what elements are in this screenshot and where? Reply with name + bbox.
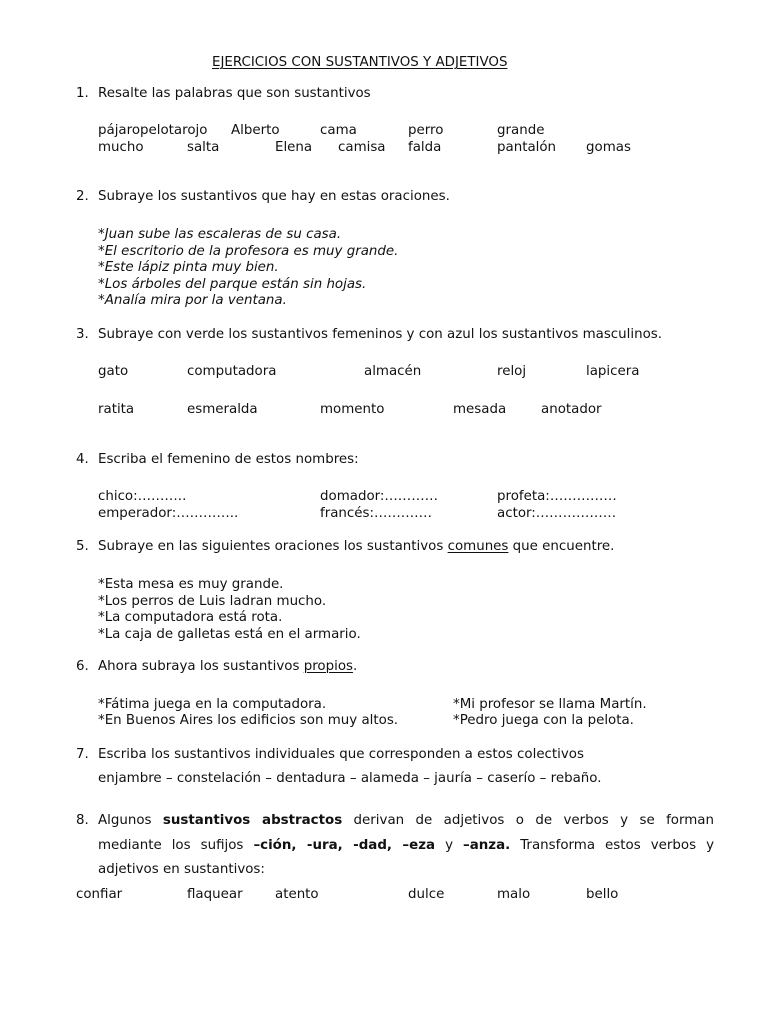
exercise-1-instruction: Resalte las palabras que son sustantivos (98, 86, 371, 101)
exercise-7-number: 7. (76, 747, 89, 762)
underlined-keyword: propios (303, 659, 354, 674)
ex4-item: domador:………… (320, 489, 438, 504)
underlined-keyword: comunes (447, 539, 509, 554)
ex3-word: reloj (497, 364, 527, 379)
exercise-8-number: 8. (76, 813, 89, 828)
ex6-sentence: *Pedro juega con la pelota. (453, 713, 634, 728)
ex2-sentence: *Analía mira por la ventana. (98, 293, 287, 308)
ex4-item: emperador:………….. (98, 506, 239, 521)
ex4-item: francés:…………. (320, 506, 432, 521)
ex3-word: mesada (453, 402, 507, 417)
text-run: y (435, 837, 464, 853)
exercise-6-instruction (98, 659, 357, 675)
ex5-sentence: *La caja de galletas está en el armario. (98, 627, 361, 642)
ex5-sentence: *Los perros de Luis ladran mucho. (98, 594, 327, 609)
ex1-word: cama (320, 123, 357, 138)
ex3-word: esmeralda (187, 402, 258, 417)
ex8-word: atento (275, 887, 319, 902)
instruction-text: Ahora subraya los sustantivos (98, 659, 304, 674)
exercise-4-instruction: Escriba el femenino de estos nombres: (98, 452, 359, 467)
ex1-word: camisa (338, 140, 386, 155)
ex3-word: almacén (364, 364, 422, 379)
instruction-text: . (353, 659, 358, 674)
ex1-word: Elena (275, 140, 313, 155)
ex8-word: confiar (76, 887, 123, 902)
text-run: Transforma estos verbos y (510, 837, 714, 853)
ex3-word: computadora (187, 364, 277, 379)
ex4-item: profeta:…………… (497, 489, 617, 504)
ex1-word: falda (408, 140, 442, 155)
ex3-word: ratita (98, 402, 135, 417)
paragraph-line: adjetivos en sustantivos: (98, 862, 265, 877)
ex2-sentence: *El escritorio de la profesora es muy grande. (98, 244, 399, 259)
exercise-5-instruction (98, 539, 614, 555)
ex3-word: gato (98, 364, 129, 379)
text-run: mediante los sufijos (98, 837, 254, 853)
ex2-sentence: *Juan sube las escaleras de su casa. (98, 227, 342, 242)
ex3-word: lapicera (586, 364, 640, 379)
ex1-word: grande (497, 123, 545, 138)
exercise-8-paragraph (98, 809, 714, 883)
exercise-2-number: 2. (76, 189, 89, 204)
ex4-item: actor:……………… (497, 506, 617, 521)
ex5-sentence: *Esta mesa es muy grande. (98, 577, 284, 592)
ex8-word: malo (497, 887, 531, 902)
text-run: Algunos (98, 813, 163, 828)
ex6-sentence: *Fátima juega en la computadora. (98, 697, 327, 712)
ex4-item: chico:……….. (98, 489, 187, 504)
exercise-3-instruction: Subraye con verde los sustantivos femeninos y con azul los sustantivos masculinos. (98, 327, 663, 342)
text-run: derivan de adjetivos o de verbos y se forman (342, 813, 714, 828)
ex2-sentence: *Este lápiz pinta muy bien. (98, 260, 279, 275)
paragraph-line (98, 809, 714, 834)
instruction-text: Subraye en las siguientes oraciones los sustantivos (98, 539, 448, 554)
exercise-3-number: 3. (76, 327, 89, 342)
ex1-word: gomas (586, 140, 631, 155)
exercise-1-number: 1. (76, 86, 89, 101)
paragraph-line (98, 834, 714, 859)
ex8-word: dulce (408, 887, 445, 902)
ex1-word: Alberto (231, 123, 280, 138)
ex7-collective-words: enjambre – constelación – dentadura – alameda – jauría – caserío – rebaño. (98, 771, 602, 786)
bold-suffix: –anza. (463, 837, 511, 853)
exercise-5-number: 5. (76, 539, 89, 554)
ex1-word: mucho (98, 140, 144, 155)
exercise-7-instruction: Escriba los sustantivos individuales que corresponden a estos colectivos (98, 747, 584, 762)
bold-suffixes: –ción, -ura, -dad, –eza (253, 837, 436, 853)
ex2-sentence: *Los árboles del parque están sin hojas. (98, 277, 367, 292)
ex1-word: pájaropelotarojo (98, 123, 208, 138)
ex3-word: momento (320, 402, 385, 417)
ex6-sentence: *Mi profesor se llama Martín. (453, 697, 647, 712)
ex5-sentence: *La computadora está rota. (98, 610, 283, 625)
exercise-2-instruction: Subraye los sustantivos que hay en estas oraciones. (98, 189, 450, 204)
bold-term: sustantivos abstractos (162, 813, 343, 828)
ex1-word: salta (187, 140, 220, 155)
exercise-4-number: 4. (76, 452, 89, 467)
ex8-word: bello (586, 887, 619, 902)
ex8-word: flaquear (187, 887, 243, 902)
ex6-sentence: *En Buenos Aires los edificios son muy altos. (98, 713, 399, 728)
ex1-word: pantalón (497, 140, 557, 155)
instruction-text: que encuentre. (508, 539, 615, 554)
exercise-6-number: 6. (76, 659, 89, 674)
ex1-word: perro (408, 123, 444, 138)
ex3-word: anotador (541, 402, 602, 417)
page-title: EJERCICIOS CON SUSTANTIVOS Y ADJETIVOS (212, 55, 508, 70)
